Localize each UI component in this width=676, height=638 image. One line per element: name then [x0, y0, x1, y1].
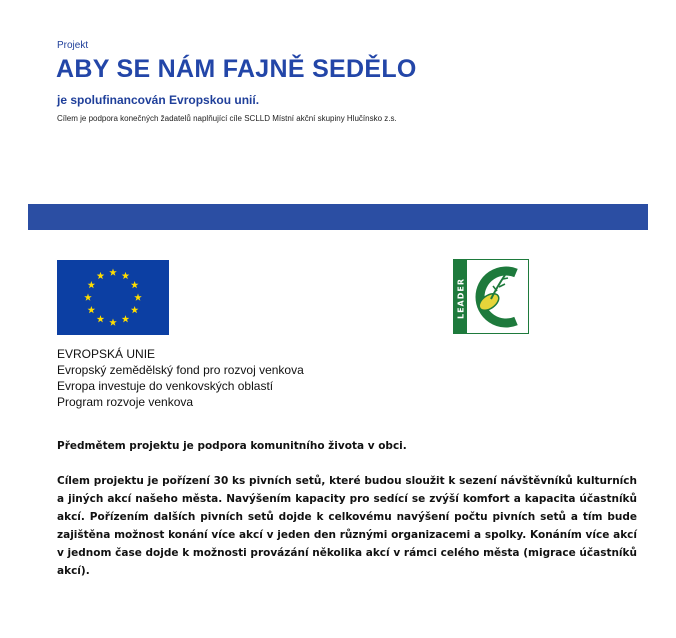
- blue-divider-bar: [28, 204, 648, 230]
- leader-logo-icon: [453, 259, 529, 334]
- eu-fund-block: [57, 346, 304, 410]
- eu-line-3: Evropa investuje do venkovských oblastí: [57, 379, 274, 393]
- eu-flag-icon: [57, 260, 169, 335]
- leader-text: LEADER: [456, 277, 466, 319]
- page-title: ABY SE NÁM FAJNĚ SEDĚLO: [56, 55, 417, 83]
- eu-line-1: EVROPSKÁ UNIE: [57, 347, 156, 361]
- goal-line: Cílem je podpora konečných žadatelů naplňující cíle SCLLD Místní akční skupiny Hlučínsko z.s.: [57, 114, 397, 123]
- project-label: Projekt: [57, 40, 89, 51]
- project-description: Cílem projektu je pořízení 30 ks pivních setů, které budou sloužit k sezení návštěvníků kulturních a jiných akcí našeho města. Navýšením kapacity pro sedící se zvýší komfort a kapacita účastníků akcí. Pořízením dalších pivních setů dojde k celkovému navýšení počtu pivních setů a tím bude zajištěna možnost konání více akcí v jeden den různými organizacemi a spolky. Konáním více akcí v jednom čase dojde k možnosti provázání několika akcí v rámci celého města (migrace účastníků akcí).: [57, 475, 637, 577]
- cofinanced-line: je spolufinancován Evropskou unií.: [57, 93, 260, 107]
- project-subject: Předmětem projektu je podpora komunitního života v obci.: [57, 440, 407, 452]
- eu-line-4: Program rozvoje venkova: [57, 395, 194, 409]
- eu-line-2: Evropský zemědělský fond pro rozvoj venkova: [57, 363, 304, 377]
